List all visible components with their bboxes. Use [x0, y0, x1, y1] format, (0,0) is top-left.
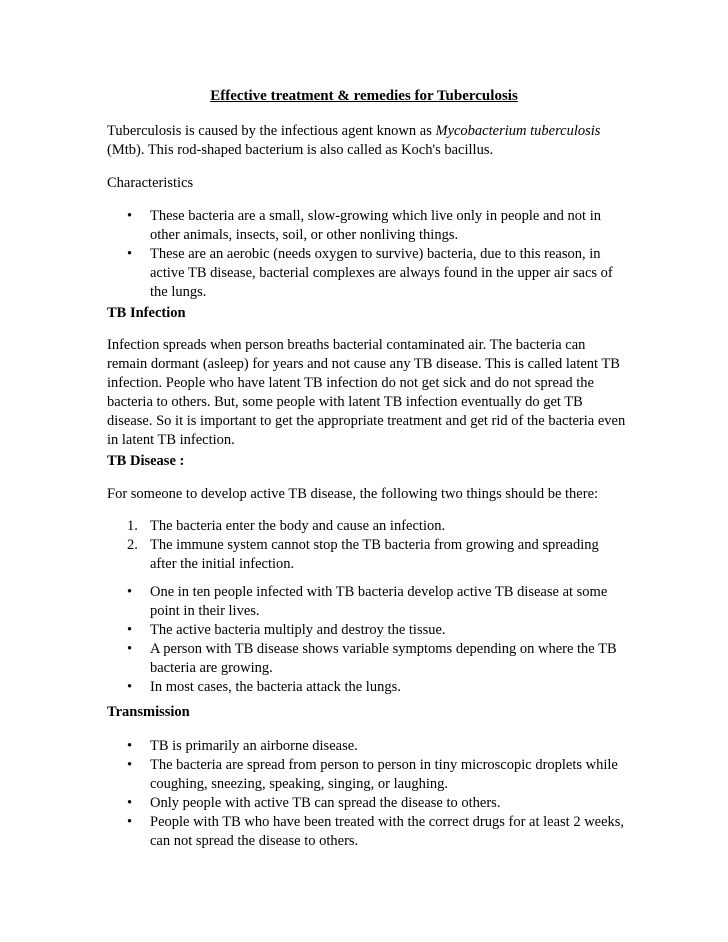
list-number: 2.	[127, 537, 138, 553]
bullet-icon: •	[127, 622, 133, 638]
list-item: • One in ten people infected with TB bacteria develop active TB disease at some point in their lives.	[127, 584, 608, 619]
list-item: • These bacteria are a small, slow-growing which live only in people and not in other animals, insects, soil, or other nonliving things.	[127, 208, 601, 243]
tb-disease-numbered-list	[107, 517, 627, 574]
characteristics-label: Characteristics	[107, 175, 194, 191]
bullet-icon: •	[127, 757, 133, 773]
bullet-icon: •	[127, 814, 133, 830]
bullet-icon: •	[127, 738, 133, 754]
list-item: • The bacteria are spread from person to person in tiny microscopic droplets while coughing, sneezing, speaking, singing, or laughing.	[127, 757, 618, 792]
tb-disease-bullet-list	[107, 583, 627, 697]
list-item: • Only people with active TB can spread the disease to others.	[127, 795, 501, 811]
transmission-bullet-list	[107, 737, 627, 851]
intro-text-start: Tuberculosis is caused by the infectious agent known as	[107, 123, 436, 139]
list-item: 1. The bacteria enter the body and cause an infection.	[127, 518, 446, 534]
list-item: 2. The immune system cannot stop the TB bacteria from growing and spreading after the initial infection.	[127, 537, 599, 572]
bullet-icon: •	[127, 208, 133, 224]
bullet-icon: •	[127, 246, 133, 262]
intro-italic-term: Mycobacterium tuberculosis	[435, 123, 601, 139]
intro-text-end: (Mtb). This rod-shaped bacterium is also called as Koch's bacillus.	[107, 142, 494, 158]
tb-infection-heading: TB Infection	[107, 305, 186, 321]
bullet-icon: •	[127, 641, 133, 657]
tb-infection-paragraph: Infection spreads when person breaths bacterial contaminated air. The bacteria can remain dormant (asleep) for years and not cause any TB disease. This is called latent TB infection. People who have latent TB infection do not get sick and do not spread the bacteria to others. But, some people with latent TB infection eventually do get TB disease. So it is important to get the appropriate treatment and get rid of the bacteria even in latent TB infection.	[107, 337, 626, 448]
transmission-heading: Transmission	[107, 704, 190, 720]
intro-paragraph	[107, 122, 627, 160]
tb-disease-heading: TB Disease :	[107, 453, 185, 469]
bullet-icon: •	[127, 679, 133, 695]
list-item: • TB is primarily an airborne disease.	[127, 738, 358, 754]
list-item: • In most cases, the bacteria attack the lungs.	[127, 679, 401, 695]
list-item: • A person with TB disease shows variable symptoms depending on where the TB bacteria are growing.	[127, 641, 617, 676]
list-item: • These are an aerobic (needs oxygen to survive) bacteria, due to this reason, in active TB disease, bacterial complexes are always found in the upper air sacs of the lungs.	[127, 246, 613, 300]
bullet-icon: •	[127, 584, 133, 600]
characteristics-list	[107, 207, 627, 302]
list-number: 1.	[127, 518, 138, 534]
tb-disease-intro: For someone to develop active TB disease, the following two things should be there:	[107, 486, 599, 502]
bullet-icon: •	[127, 795, 133, 811]
list-item: • The active bacteria multiply and destroy the tissue.	[127, 622, 446, 638]
document-title: Effective treatment & remedies for Tuberculosis	[210, 88, 518, 104]
list-item: • People with TB who have been treated with the correct drugs for at least 2 weeks, can not spread the disease to others.	[127, 814, 625, 849]
